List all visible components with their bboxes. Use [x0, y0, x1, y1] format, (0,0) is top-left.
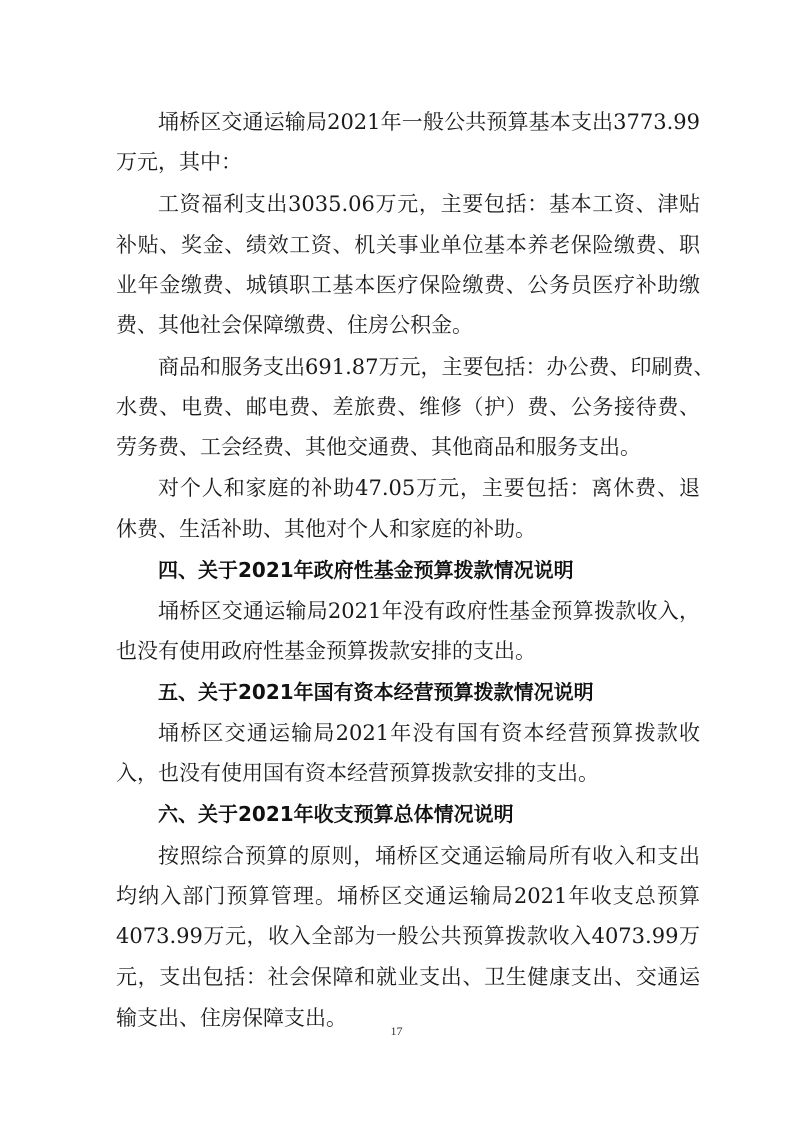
section-4-heading: 四、关于2021年政府性基金预算拨款情况说明 — [158, 558, 574, 582]
paragraph-basic-expense-line-2: 万元，其中： — [116, 150, 242, 174]
paragraph-goods-services-line-2: 水费、电费、邮电费、差旅费、维修（护）费、公务接待费、 — [116, 395, 700, 419]
paragraph-goods-services-line-1: 商品和服务支出691.87万元，主要包括：办公费、印刷费、 — [158, 355, 715, 379]
section-6-line-3: 4073.99万元，收入全部为一般公共预算拨款收入4073.99万 — [116, 924, 700, 948]
paragraph-household-subsidy-line-2: 休费、生活补助、其他对个人和家庭的补助。 — [116, 517, 536, 541]
section-6-line-2: 均纳入部门预算管理。埇桥区交通运输局2021年收支总预算 — [116, 884, 700, 908]
paragraph-basic-expense-line-1: 埇桥区交通运输局2021年一般公共预算基本支出3773.99 — [158, 110, 700, 134]
paragraph-salary-line-4: 费、其他社会保障缴费、住房公积金。 — [116, 313, 473, 337]
section-6-line-5: 输支出、住房保障支出。 — [116, 1006, 347, 1030]
section-4-line-2: 也没有使用政府性基金预算拨款安排的支出。 — [116, 639, 536, 663]
paragraph-salary-line-2: 补贴、奖金、绩效工资、机关事业单位基本养老保险缴费、职 — [116, 233, 700, 257]
section-5-line-2: 入，也没有使用国有资本经营预算拨款安排的支出。 — [116, 761, 599, 785]
section-6-line-4: 元，支出包括：社会保障和就业支出、卫生健康支出、交通运 — [116, 965, 700, 989]
paragraph-household-subsidy-line-1: 对个人和家庭的补助47.05万元，主要包括：离休费、退 — [158, 476, 700, 500]
section-5-line-1: 埇桥区交通运输局2021年没有国有资本经营预算拨款收 — [158, 721, 700, 745]
page-number: 17 — [390, 1024, 403, 1038]
section-6-line-1: 按照综合预算的原则，埇桥区交通运输局所有收入和支出 — [158, 844, 700, 868]
section-6-heading: 六、关于2021年收支预算总体情况说明 — [158, 802, 514, 826]
section-4-line-1: 埇桥区交通运输局2021年没有政府性基金预算拨款收入， — [158, 599, 700, 623]
paragraph-salary-line-3: 业年金缴费、城镇职工基本医疗保险缴费、公务员医疗补助缴 — [116, 273, 700, 297]
paragraph-salary-line-1: 工资福利支出3035.06万元，主要包括：基本工资、津贴 — [158, 192, 700, 216]
paragraph-goods-services-line-3: 劳务费、工会经费、其他交通费、其他商品和服务支出。 — [116, 435, 641, 459]
section-5-heading: 五、关于2021年国有资本经营预算拨款情况说明 — [158, 680, 594, 704]
